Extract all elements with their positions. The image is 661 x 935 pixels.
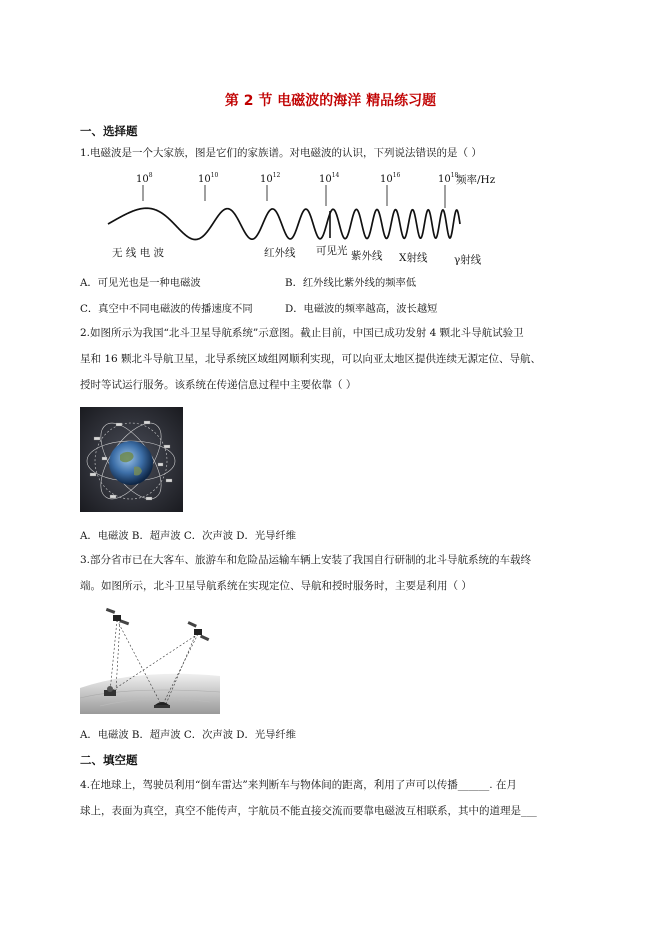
q2-line-3: 授时等试运行服务。该系统在传递信息过程中主要依靠（ ） [80,379,357,391]
q4-line-1: 4.在地球上，驾驶员利用“倒车雷达”来判断车与物体间的距离，利用了声可以传播______. 在月 [80,779,517,791]
band-label-xray: X射线 [399,252,428,264]
wave-path [108,208,460,239]
freq-label-5: $10^{16}$ [380,172,401,185]
band-label-infrared: 红外线 [264,247,296,259]
q2-line-1: 2.如图所示为我国“北斗卫星导航系统”示意图。截止目前，中国已成功发射 4 颗北斗导航试验卫 [80,327,524,339]
freq-label-6: $10^{18}$ [438,172,459,185]
q1-option-a: A．可见光也是一种电磁波 [80,277,201,289]
freq-label-1: $10^8$ [136,172,153,185]
satellite-navigation-image [80,606,220,714]
band-label-ultraviolet: 紫外线 [351,250,383,262]
q3-line-1: 3.部分省市已在大客车、旅游车和危险品运输车辆上安装了我国自行研制的北斗导航系统的车载终 [80,554,532,566]
q4-line-2: 球上，表面为真空，真空不能传声，宇航员不能直接交流而要靠电磁波互相联系，其中的道理是___ [80,805,537,817]
axis-unit-label: 频率/Hz [456,174,496,186]
q1-option-b: B．红外线比紫外线的频率低 [285,277,417,289]
q2-options: A．电磁波 B．超声波 C．次声波 D．光导纤维 [80,530,297,542]
section-heading-fill: 二、填空题 [80,753,138,767]
page-title: 第 2 节 电磁波的海洋 精品练习题 [224,93,437,109]
em-spectrum-diagram [80,166,520,268]
freq-label-4: $10^{14}$ [319,172,340,185]
band-label-radio: 无 线 电 波 [112,247,165,259]
band-label-visible: 可见光 [316,245,348,257]
freq-label-2: $10^{10}$ [198,172,219,185]
q3-line-2: 端。如图所示，北斗卫星导航系统在实现定位、导航和授时服务时，主要是利用（ ） [80,580,472,592]
satellite-2-icon [187,621,209,641]
frequency-tick-marks [143,185,445,208]
freq-label-3: $10^{12}$ [260,172,281,185]
beidou-globe-image [80,407,183,512]
q1-stem: 1.电磁波是一个大家族，图是它们的家族谱。对电磁波的认识，下列说法错误的是（ ） [80,147,482,159]
section-heading-choice: 一、选择题 [80,124,138,138]
q1-option-c: C．真空中不同电磁波的传播速度不同 [80,303,253,315]
q3-options: A．电磁波 B．超声波 C．次声波 D．光导纤维 [80,729,297,741]
band-label-gamma: γ射线 [454,254,482,266]
satellite-1-icon [106,608,129,625]
q2-line-2: 星和 16 颗北斗导航卫星，北导系统区域组网顺利实现，可以向亚太地区提供连续无源定位、导航、 [80,353,542,365]
q1-option-d: D．电磁波的频率越高，波长越短 [285,303,438,315]
